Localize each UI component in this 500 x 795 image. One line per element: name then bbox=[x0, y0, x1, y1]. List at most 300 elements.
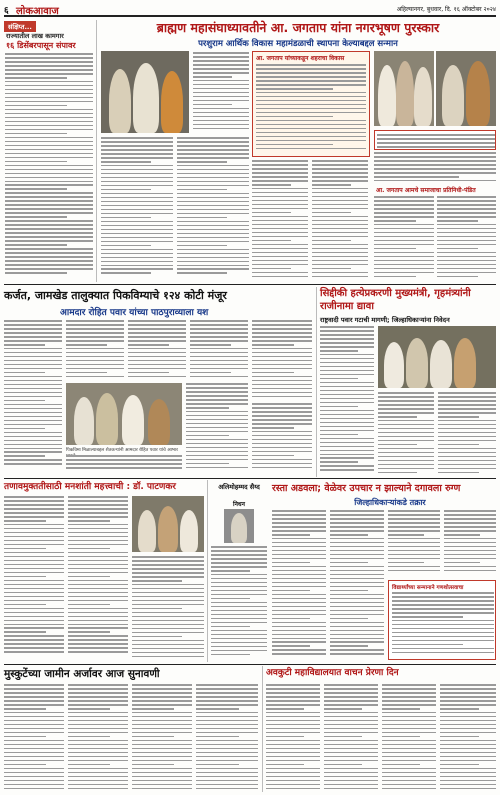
text-line bbox=[252, 276, 308, 278]
text-line bbox=[382, 784, 436, 786]
text-line bbox=[374, 196, 434, 198]
text-line bbox=[4, 604, 46, 606]
text-line bbox=[4, 744, 64, 746]
text-line bbox=[68, 576, 110, 578]
text-line bbox=[312, 244, 368, 246]
text-line bbox=[266, 788, 320, 790]
top-story-col2-text bbox=[101, 137, 173, 281]
text-line bbox=[132, 648, 204, 650]
text-line bbox=[324, 684, 378, 686]
text-line bbox=[252, 419, 312, 421]
text-line bbox=[444, 546, 496, 548]
text-line bbox=[132, 608, 182, 610]
karjat-col5-text bbox=[252, 320, 312, 400]
text-line bbox=[196, 760, 258, 762]
text-line bbox=[4, 608, 64, 610]
top-story-photo-2 bbox=[374, 51, 434, 126]
text-line bbox=[312, 204, 368, 206]
text-line bbox=[4, 724, 64, 726]
text-line bbox=[211, 574, 267, 576]
text-line bbox=[190, 320, 248, 322]
text-line bbox=[330, 522, 384, 524]
text-line bbox=[177, 149, 249, 151]
text-line bbox=[4, 328, 62, 330]
text-line bbox=[196, 712, 258, 714]
text-line bbox=[4, 584, 64, 586]
brief-title: १६ डिसेंबरपासून संपावर bbox=[6, 41, 76, 50]
text-line bbox=[252, 435, 312, 437]
text-line bbox=[252, 232, 308, 234]
text-line bbox=[211, 598, 250, 600]
text-line bbox=[68, 516, 128, 518]
text-line bbox=[324, 688, 378, 690]
muskute-col3-text bbox=[132, 684, 192, 792]
text-line bbox=[4, 564, 64, 566]
text-line bbox=[193, 68, 249, 70]
text-line bbox=[378, 428, 434, 430]
text-line bbox=[128, 328, 186, 330]
text-line bbox=[382, 764, 420, 766]
text-line bbox=[132, 616, 204, 618]
text-line bbox=[252, 168, 308, 170]
text-line bbox=[320, 342, 374, 344]
text-line bbox=[68, 776, 128, 778]
text-line bbox=[438, 440, 496, 442]
text-line bbox=[320, 346, 374, 348]
text-line bbox=[378, 464, 434, 466]
text-line bbox=[211, 622, 267, 624]
text-line bbox=[101, 205, 173, 207]
text-line bbox=[68, 684, 128, 686]
text-line bbox=[4, 704, 64, 706]
text-line bbox=[272, 530, 326, 532]
text-line bbox=[68, 780, 128, 782]
text-line bbox=[177, 237, 249, 239]
text-line bbox=[5, 109, 93, 111]
text-line bbox=[4, 408, 62, 410]
text-line bbox=[4, 736, 46, 738]
text-line bbox=[252, 348, 312, 350]
text-line bbox=[177, 265, 249, 267]
text-line bbox=[444, 562, 480, 564]
library-col4-text bbox=[440, 684, 496, 792]
text-line bbox=[5, 129, 93, 131]
text-line bbox=[5, 77, 67, 79]
text-line bbox=[256, 80, 366, 82]
text-line bbox=[252, 384, 312, 386]
text-line bbox=[272, 514, 326, 516]
text-line bbox=[101, 157, 173, 159]
text-line bbox=[177, 157, 249, 159]
text-line bbox=[68, 556, 128, 558]
text-line bbox=[382, 732, 436, 734]
text-line bbox=[256, 124, 366, 126]
text-line bbox=[193, 80, 249, 82]
text-line bbox=[132, 732, 192, 734]
text-line bbox=[437, 236, 496, 238]
text-line bbox=[378, 392, 434, 394]
text-line bbox=[252, 160, 308, 162]
text-line bbox=[252, 451, 312, 453]
text-line bbox=[272, 641, 326, 643]
text-line bbox=[382, 720, 436, 722]
text-line bbox=[5, 240, 93, 242]
text-line bbox=[66, 356, 124, 358]
text-line bbox=[272, 538, 326, 540]
text-line bbox=[101, 237, 173, 239]
top-story-col3-text bbox=[177, 137, 249, 281]
text-line bbox=[4, 712, 64, 714]
text-line bbox=[132, 600, 204, 602]
text-line bbox=[272, 558, 326, 560]
obit-portrait bbox=[224, 509, 254, 543]
text-line bbox=[252, 411, 312, 413]
text-line bbox=[4, 364, 62, 366]
text-line bbox=[378, 432, 434, 434]
text-line bbox=[312, 196, 368, 198]
text-line bbox=[374, 172, 496, 174]
text-line bbox=[4, 716, 64, 718]
text-line bbox=[177, 201, 249, 203]
text-line bbox=[128, 332, 186, 334]
text-line bbox=[4, 768, 64, 770]
text-line bbox=[186, 411, 248, 413]
text-line bbox=[4, 688, 64, 690]
text-line bbox=[382, 760, 436, 762]
text-line bbox=[4, 344, 45, 346]
text-line bbox=[4, 732, 64, 734]
text-line bbox=[272, 602, 326, 604]
text-line bbox=[132, 564, 204, 566]
text-line bbox=[186, 399, 248, 401]
text-line bbox=[320, 406, 358, 408]
text-line bbox=[378, 420, 434, 422]
text-line bbox=[378, 460, 434, 462]
top-story-col6-text bbox=[374, 152, 496, 184]
top-story-col7-text bbox=[374, 196, 434, 281]
text-line bbox=[444, 518, 496, 520]
text-line bbox=[330, 630, 384, 632]
text-line bbox=[266, 700, 320, 702]
text-line bbox=[440, 788, 496, 790]
text-line bbox=[5, 137, 93, 139]
text-line bbox=[272, 610, 326, 612]
column-divider-3 bbox=[207, 480, 208, 662]
text-line bbox=[4, 424, 62, 426]
text-line bbox=[374, 176, 459, 178]
text-line bbox=[320, 438, 374, 440]
text-line bbox=[440, 748, 496, 750]
text-line bbox=[320, 434, 358, 436]
text-line bbox=[440, 712, 496, 714]
text-line bbox=[101, 197, 173, 199]
text-line bbox=[186, 415, 248, 417]
text-line bbox=[132, 784, 192, 786]
text-line bbox=[186, 447, 248, 449]
text-line bbox=[330, 618, 368, 620]
text-line bbox=[440, 744, 496, 746]
obit-text bbox=[211, 546, 267, 660]
text-line bbox=[438, 392, 496, 394]
text-line bbox=[4, 496, 64, 498]
text-line bbox=[382, 772, 436, 774]
text-line bbox=[330, 622, 384, 624]
text-line bbox=[211, 590, 267, 592]
text-line bbox=[438, 448, 496, 450]
text-line bbox=[193, 120, 249, 122]
text-line bbox=[5, 173, 93, 175]
text-line bbox=[101, 181, 173, 183]
text-line bbox=[128, 364, 186, 366]
text-line bbox=[4, 340, 62, 342]
text-line bbox=[101, 161, 151, 163]
text-line bbox=[4, 764, 46, 766]
text-line bbox=[252, 463, 312, 465]
text-line bbox=[272, 574, 326, 576]
text-line bbox=[330, 606, 384, 608]
text-line bbox=[320, 338, 374, 340]
text-line bbox=[4, 788, 64, 790]
text-line bbox=[4, 612, 64, 614]
text-line bbox=[132, 776, 192, 778]
text-line bbox=[5, 57, 93, 59]
text-line bbox=[4, 568, 64, 570]
text-line bbox=[193, 64, 249, 66]
text-line bbox=[440, 724, 496, 726]
text-line bbox=[382, 704, 436, 706]
text-line bbox=[68, 728, 128, 730]
text-line bbox=[272, 634, 326, 636]
text-line bbox=[272, 586, 326, 588]
text-line bbox=[392, 592, 494, 594]
text-line bbox=[211, 570, 250, 572]
text-line bbox=[374, 224, 434, 226]
text-line bbox=[378, 456, 434, 458]
siddiqui-subhead: राष्ट्रवादी पवार गटाची मागणी; जिल्हाधिकाऱ्यांना निवेदन bbox=[320, 316, 450, 324]
text-line bbox=[177, 145, 249, 147]
text-line bbox=[68, 520, 110, 522]
karjat-col2-text bbox=[66, 320, 124, 380]
text-line bbox=[211, 546, 267, 548]
text-line bbox=[68, 788, 128, 790]
text-line bbox=[378, 396, 434, 398]
text-line bbox=[101, 177, 173, 179]
text-line bbox=[330, 518, 384, 520]
text-line bbox=[324, 768, 378, 770]
text-line bbox=[440, 768, 496, 770]
text-line bbox=[5, 256, 93, 258]
text-line bbox=[177, 261, 249, 263]
text-line bbox=[5, 61, 93, 63]
brief-byline: राज्यातील लाख कामगार bbox=[6, 32, 64, 40]
text-line bbox=[440, 692, 496, 694]
text-line bbox=[177, 193, 249, 195]
text-line bbox=[266, 724, 320, 726]
text-line bbox=[320, 442, 374, 444]
text-line bbox=[256, 84, 366, 86]
road-col4-text bbox=[444, 510, 496, 576]
text-line bbox=[392, 600, 494, 602]
text-line bbox=[177, 165, 249, 167]
text-line bbox=[211, 586, 267, 588]
text-line bbox=[374, 228, 434, 230]
text-line bbox=[330, 546, 384, 548]
text-line bbox=[252, 244, 308, 246]
text-line bbox=[392, 636, 494, 638]
road-col2-text bbox=[330, 510, 384, 660]
siddiqui-col3-text bbox=[438, 392, 496, 476]
text-line bbox=[382, 768, 436, 770]
text-line bbox=[320, 469, 374, 471]
text-line bbox=[68, 724, 128, 726]
text-line bbox=[392, 632, 494, 634]
text-line bbox=[438, 400, 496, 402]
text-line bbox=[68, 627, 128, 629]
text-line bbox=[320, 402, 374, 404]
text-line bbox=[66, 344, 107, 346]
text-line bbox=[196, 708, 239, 710]
text-line bbox=[128, 344, 169, 346]
text-line bbox=[440, 772, 496, 774]
text-line bbox=[5, 89, 93, 91]
text-line bbox=[4, 516, 64, 518]
text-line bbox=[320, 350, 358, 352]
text-line bbox=[437, 232, 496, 234]
text-line bbox=[196, 780, 258, 782]
text-line bbox=[266, 692, 320, 694]
text-line bbox=[320, 414, 374, 416]
text-line bbox=[382, 684, 436, 686]
text-line bbox=[312, 220, 368, 222]
text-line bbox=[66, 336, 124, 338]
text-line bbox=[4, 756, 64, 758]
text-line bbox=[374, 204, 434, 206]
text-line bbox=[437, 272, 496, 274]
text-line bbox=[68, 548, 110, 550]
text-line bbox=[438, 452, 496, 454]
text-line bbox=[330, 610, 384, 612]
text-line bbox=[378, 436, 434, 438]
text-line bbox=[272, 598, 326, 600]
text-line bbox=[196, 688, 258, 690]
text-line bbox=[128, 360, 186, 362]
text-line bbox=[132, 704, 192, 706]
text-line bbox=[252, 200, 308, 202]
text-line bbox=[330, 578, 384, 580]
text-line bbox=[312, 232, 368, 234]
text-line bbox=[272, 626, 326, 628]
text-line bbox=[5, 101, 93, 103]
text-line bbox=[4, 627, 64, 629]
karjat-photo bbox=[66, 383, 182, 445]
text-line bbox=[388, 538, 440, 540]
text-line bbox=[256, 140, 366, 142]
text-line bbox=[211, 614, 267, 616]
text-line bbox=[320, 330, 374, 332]
text-line bbox=[4, 728, 64, 730]
text-line bbox=[266, 684, 320, 686]
text-line bbox=[5, 224, 93, 226]
text-line bbox=[330, 641, 384, 643]
text-line bbox=[193, 96, 249, 98]
text-line bbox=[324, 724, 378, 726]
text-line bbox=[444, 538, 496, 540]
text-line bbox=[5, 264, 93, 266]
text-line bbox=[132, 756, 192, 758]
text-line bbox=[4, 368, 62, 370]
text-line bbox=[132, 724, 192, 726]
text-line bbox=[68, 740, 128, 742]
text-line bbox=[324, 704, 378, 706]
text-line bbox=[4, 631, 46, 633]
text-line bbox=[444, 558, 496, 560]
text-line bbox=[377, 134, 495, 136]
text-line bbox=[132, 684, 192, 686]
text-line bbox=[5, 105, 67, 107]
text-line bbox=[101, 189, 151, 191]
obit-title: अलिमोहम्मद सैय्द bbox=[218, 483, 260, 491]
text-line bbox=[252, 439, 312, 441]
text-line bbox=[4, 647, 64, 649]
text-line bbox=[132, 572, 204, 574]
text-line bbox=[128, 368, 186, 370]
text-line bbox=[392, 628, 494, 630]
text-line bbox=[256, 132, 366, 134]
text-line bbox=[437, 220, 478, 222]
text-line bbox=[5, 192, 93, 194]
text-line bbox=[4, 440, 62, 442]
text-line bbox=[252, 204, 308, 206]
text-line bbox=[374, 156, 496, 158]
students-box-text bbox=[392, 592, 494, 658]
text-line bbox=[186, 435, 229, 437]
text-line bbox=[68, 772, 128, 774]
text-line bbox=[5, 149, 93, 151]
text-line bbox=[186, 403, 248, 405]
text-line bbox=[68, 643, 128, 645]
text-line bbox=[256, 104, 366, 106]
text-line bbox=[324, 788, 378, 790]
text-line bbox=[186, 395, 248, 397]
text-line bbox=[4, 320, 62, 322]
text-line bbox=[68, 720, 128, 722]
text-line bbox=[320, 446, 374, 448]
text-line bbox=[382, 700, 436, 702]
text-line bbox=[68, 748, 128, 750]
text-line bbox=[190, 340, 248, 342]
text-line bbox=[101, 241, 173, 243]
text-line bbox=[252, 272, 308, 274]
text-line bbox=[437, 228, 496, 230]
text-line bbox=[4, 540, 64, 542]
text-line bbox=[196, 724, 258, 726]
text-line bbox=[266, 756, 320, 758]
text-line bbox=[193, 124, 249, 126]
text-line bbox=[211, 630, 267, 632]
text-line bbox=[132, 620, 204, 622]
text-line bbox=[211, 566, 267, 568]
students-box-title: विद्यार्थ्यांच्या सन्मानाने गणशोत्सवाचा bbox=[392, 585, 464, 591]
text-line bbox=[101, 137, 173, 139]
text-line bbox=[4, 588, 64, 590]
top-story-headline: ब्राह्मण महासंघाध्यावतीने आ. जगताप यांना नगरभूषण पुरस्कार bbox=[156, 20, 440, 35]
text-line bbox=[438, 396, 496, 398]
text-line bbox=[211, 618, 267, 620]
text-line bbox=[382, 712, 436, 714]
text-line bbox=[272, 526, 326, 528]
text-line bbox=[320, 382, 374, 384]
text-line bbox=[252, 360, 312, 362]
